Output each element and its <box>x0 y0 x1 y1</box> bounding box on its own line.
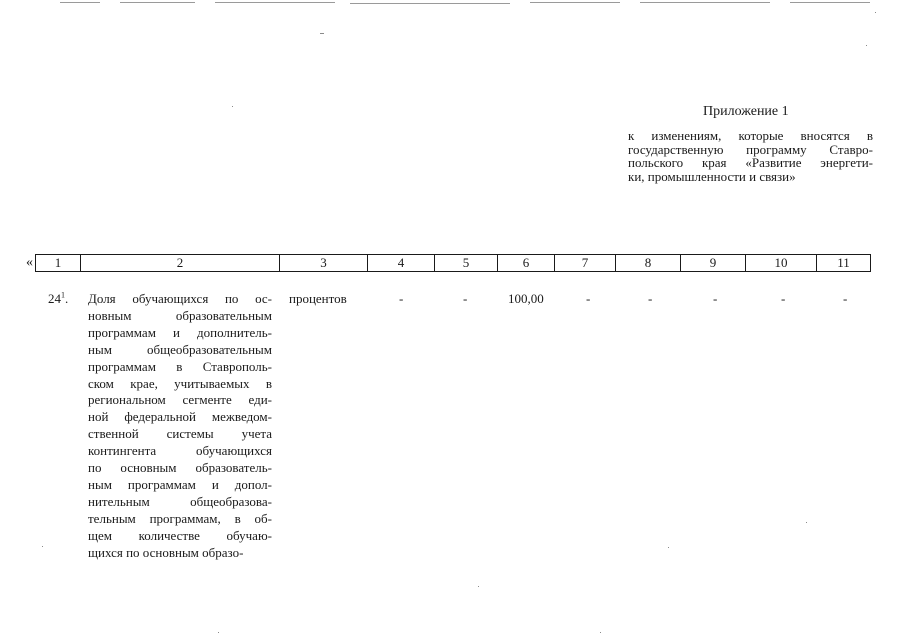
appendix-line: польского края «Развитие энергети- <box>628 155 873 170</box>
description-line: Доля обучающихся по ос- <box>88 291 272 306</box>
value-col4: - <box>399 291 404 306</box>
description-line: ным программам и допол- <box>88 476 272 492</box>
row-number-value: 24 <box>48 291 61 306</box>
description-line: тельным программам, в об- <box>88 510 272 526</box>
appendix-line: к изменениям, которые вносятся в <box>628 128 873 143</box>
scan-artifact <box>806 522 807 523</box>
column-number: 9 <box>681 255 746 272</box>
column-number: 1 <box>36 255 81 272</box>
description-line: ственной системы учета <box>88 426 272 442</box>
appendix-line: государственную программу Ставро- <box>628 141 873 157</box>
scan-artifact <box>600 632 601 633</box>
value-col5: - <box>463 291 468 306</box>
column-number-row <box>36 255 871 272</box>
description-line: ной федеральной межведом- <box>88 409 272 425</box>
scan-artifact <box>215 2 335 3</box>
column-number: 8 <box>616 255 681 272</box>
description-line: новным образовательным <box>88 307 272 323</box>
scan-artifact <box>218 632 219 633</box>
column-number: 3 <box>280 255 368 272</box>
scan-artifact <box>350 3 510 4</box>
row-number <box>48 291 68 307</box>
column-number: 11 <box>817 255 871 272</box>
row-number-suffix: . <box>65 291 69 306</box>
scan-artifact <box>875 12 876 13</box>
column-number: 10 <box>746 255 817 272</box>
scan-artifact <box>668 547 669 548</box>
column-number: 4 <box>368 255 435 272</box>
description-line: щихся по основным образо- <box>88 544 244 560</box>
value-col9: - <box>713 291 718 306</box>
value-col7: - <box>586 291 591 306</box>
scan-artifact <box>320 33 324 34</box>
scan-artifact <box>790 2 870 3</box>
scan-artifact <box>530 2 620 3</box>
column-number-header <box>35 254 871 272</box>
scan-artifact <box>232 106 233 107</box>
description-line: по основным образователь- <box>88 460 272 476</box>
description-line: нительным общеобразова- <box>88 493 272 509</box>
value-col11: - <box>843 291 848 306</box>
appendix-subtitle <box>628 129 873 183</box>
column-number: 6 <box>498 255 555 272</box>
column-number: 7 <box>555 255 616 272</box>
value-col6: 100,00 <box>508 291 544 306</box>
column-number: 2 <box>81 255 280 272</box>
scan-artifact <box>640 2 770 3</box>
description-line: ным общеобразовательным <box>88 341 272 357</box>
description-line: контингента обучающихся <box>88 443 272 459</box>
scan-artifact <box>866 45 867 46</box>
scan-artifact <box>42 546 43 547</box>
value-col10: - <box>781 291 786 306</box>
column-number: 5 <box>435 255 498 272</box>
unit-cell: процентов <box>289 291 347 306</box>
description-line: щем количестве обучаю- <box>88 527 272 543</box>
scan-artifact <box>478 586 479 587</box>
scan-artifact <box>60 2 100 3</box>
indicator-description <box>88 291 272 562</box>
scan-artifact <box>120 2 195 3</box>
description-line: ском крае, учитываемых в <box>88 375 272 391</box>
description-line: программам и дополнитель- <box>88 324 272 340</box>
description-line: программам в Ставрополь- <box>88 358 272 374</box>
open-quote: « <box>26 255 33 270</box>
value-col8: - <box>648 291 653 306</box>
description-line: региональном сегменте еди- <box>88 392 272 408</box>
row-number-superscript: 1 <box>61 290 65 300</box>
appendix-line: ки, промышленности и связи» <box>628 168 796 184</box>
appendix-title: Приложение 1 <box>703 104 789 119</box>
